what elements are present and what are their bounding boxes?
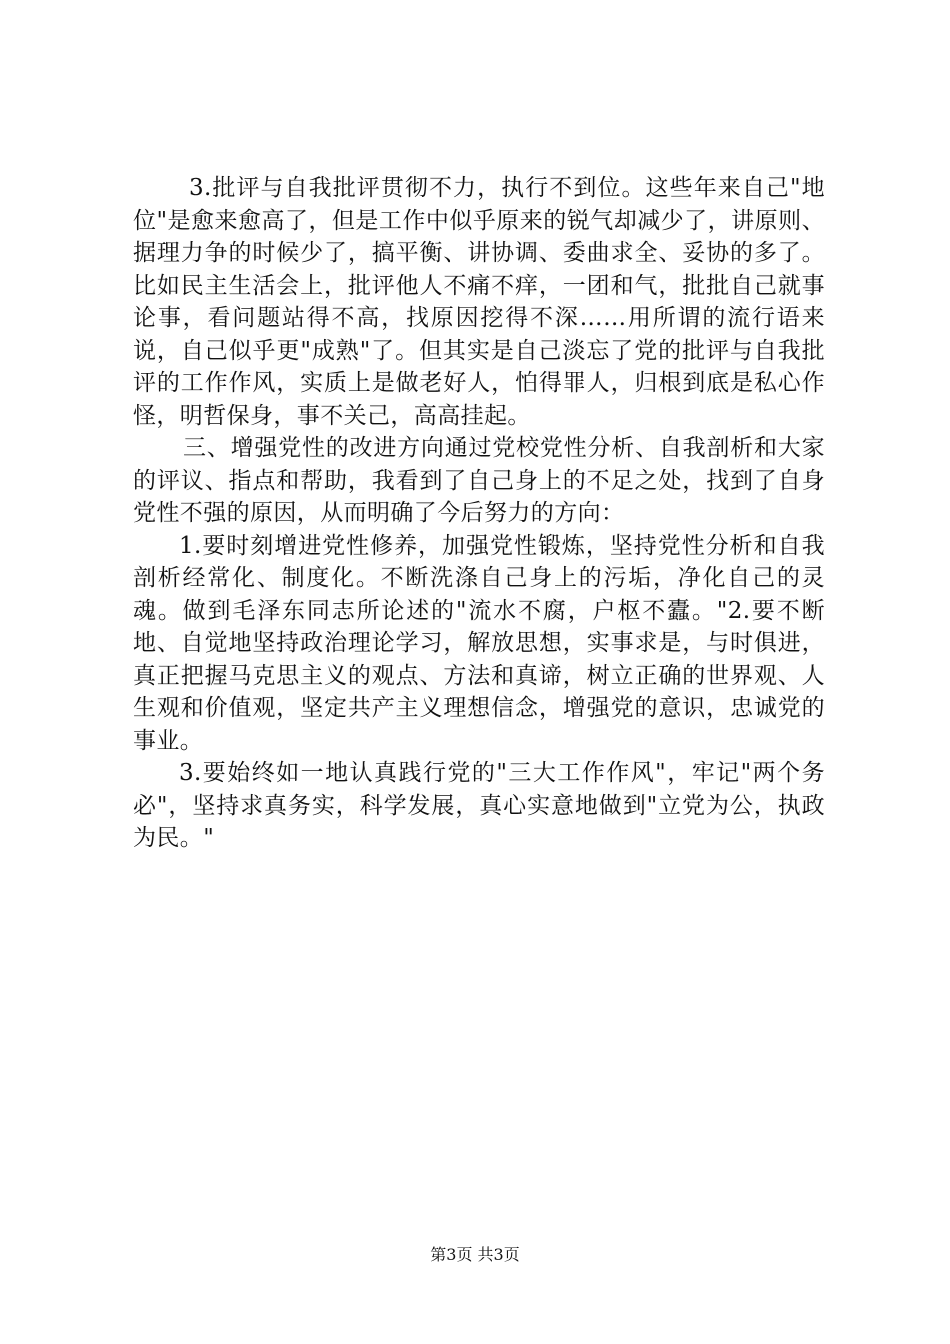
page-number-footer: 第3页 共3页 [430, 1245, 520, 1264]
document-body [133, 172, 825, 855]
paragraph-criticism: 3.批评与自我批评贯彻不力，执行不到位。这些年来自己"地位"是愈来愈高了，但是工作中似乎原来的锐气却减少了，讲原则、据理力争的时候少了，搞平衡、讲协调、委曲求全、妥协的多了。比如民主生活会上，批评他人不痛不痒，一团和气，批批自己就事论事，看问题站得不高，找原因挖得不深……用所谓的流行语来说，自己似乎更"成熟"了。但其实是自己淡忘了党的批评与自我批评的工作作风，实质上是做老好人，怕得罪人，归根到底是私心作怪，明哲保身，事不关己，高高挂起。 [133, 175, 825, 429]
paragraph-improvement-direction: 三、增强党性的改进方向通过党校党性分析、自我剖析和大家的评议、指点和帮助，我看到了自己身上的不足之处，找到了自身党性不强的原因，从而明确了今后努力的方向： [133, 435, 825, 526]
paragraph-work-style: 3.要始终如一地认真践行党的"三大工作作风"，牢记"两个务必"，坚持求真务实，科学发展，真心实意地做到"立党为公，执政为民。" [133, 760, 825, 851]
paragraph-party-spirit-cultivation: 1.要时刻增进党性修养，加强党性锻炼，坚持党性分析和自我剖析经常化、制度化。不断洗涤自己身上的污垢，净化自己的灵魂。做到毛泽东同志所论述的"流水不腐，户枢不蠹。"2.要不断地、自觉地坚持政治理论学习，解放思想，实事求是，与时俱进，真正把握马克思主义的观点、方法和真谛，树立正确的世界观、人生观和价值观，坚定共产主义理想信念，增强党的意识，忠诚党的事业。 [133, 532, 825, 754]
